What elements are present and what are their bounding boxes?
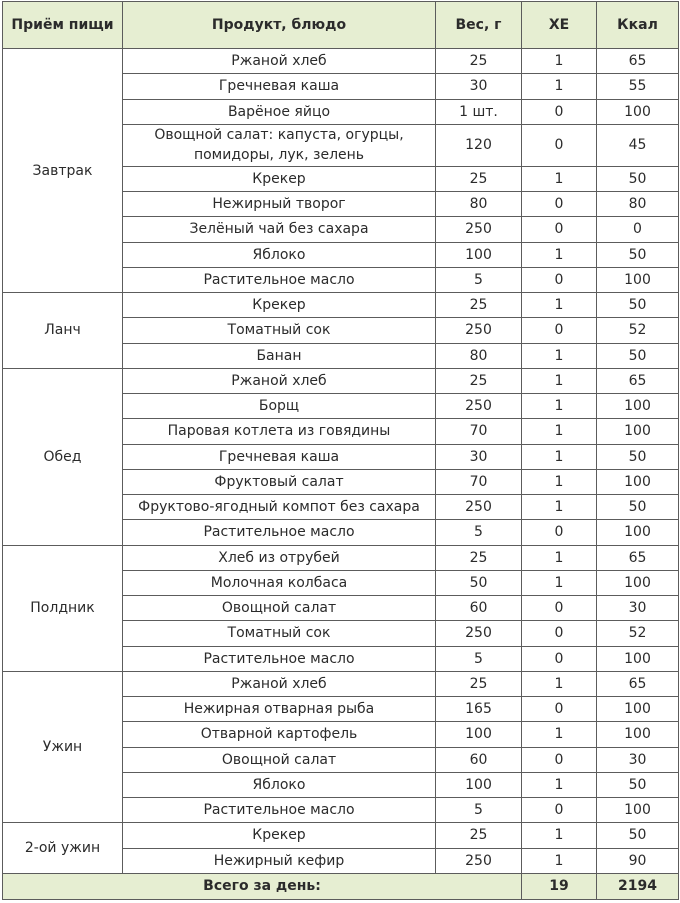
product-kcal: 52: [597, 621, 679, 646]
product-weight: 165: [436, 697, 522, 722]
product-weight: 250: [436, 495, 522, 520]
product-name: Паровая котлета из говядины: [123, 419, 436, 444]
product-weight: 80: [436, 192, 522, 217]
product-kcal: 100: [597, 419, 679, 444]
product-kcal: 100: [597, 469, 679, 494]
product-xe: 0: [522, 697, 597, 722]
product-kcal: 100: [597, 798, 679, 823]
product-weight: 25: [436, 166, 522, 191]
product-xe: 0: [522, 747, 597, 772]
header-meal: Приём пищи: [3, 2, 123, 49]
product-weight: 70: [436, 469, 522, 494]
product-kcal: 65: [597, 368, 679, 393]
meal-second-dinner: 2-ой ужин: [3, 823, 123, 874]
product-xe: 1: [522, 166, 597, 191]
product-kcal: 65: [597, 49, 679, 74]
product-weight: 5: [436, 267, 522, 292]
product-name: Борщ: [123, 394, 436, 419]
product-weight: 25: [436, 49, 522, 74]
product-weight: 60: [436, 747, 522, 772]
product-xe: 0: [522, 267, 597, 292]
product-name: Отварной картофель: [123, 722, 436, 747]
product-name: Растительное масло: [123, 520, 436, 545]
product-weight: 5: [436, 646, 522, 671]
product-name: Томатный сок: [123, 621, 436, 646]
product-weight: 100: [436, 722, 522, 747]
product-weight: 100: [436, 772, 522, 797]
product-name: Зелёный чай без сахара: [123, 217, 436, 242]
product-xe: 1: [522, 419, 597, 444]
product-kcal: 65: [597, 545, 679, 570]
total-kcal: 2194: [597, 873, 679, 899]
header-product: Продукт, блюдо: [123, 2, 436, 49]
product-weight: 5: [436, 520, 522, 545]
product-kcal: 55: [597, 74, 679, 99]
product-name: Крекер: [123, 293, 436, 318]
table-row: [3, 671, 679, 696]
product-name: Ржаной хлеб: [123, 671, 436, 696]
product-xe: 1: [522, 772, 597, 797]
product-xe: 0: [522, 646, 597, 671]
product-xe: 0: [522, 596, 597, 621]
product-kcal: 100: [597, 394, 679, 419]
meal-dinner: Ужин: [3, 671, 123, 823]
product-xe: 0: [522, 520, 597, 545]
product-weight: 250: [436, 848, 522, 873]
product-weight: 250: [436, 621, 522, 646]
product-weight: 120: [436, 124, 522, 166]
header-xe: ХЕ: [522, 2, 597, 49]
table-header-row: [3, 2, 679, 49]
product-name: Растительное масло: [123, 646, 436, 671]
table-row: [3, 293, 679, 318]
product-name: Фруктово-ягодный компот без сахара: [123, 495, 436, 520]
product-kcal: 0: [597, 217, 679, 242]
product-xe: 1: [522, 368, 597, 393]
product-name: Овощной салат: капуста, огурцы, помидоры, лук, зелень: [123, 124, 436, 166]
product-weight: 5: [436, 798, 522, 823]
product-xe: 1: [522, 394, 597, 419]
product-kcal: 50: [597, 772, 679, 797]
product-kcal: 45: [597, 124, 679, 166]
product-name: Банан: [123, 343, 436, 368]
product-weight: 25: [436, 368, 522, 393]
product-kcal: 50: [597, 242, 679, 267]
product-xe: 1: [522, 570, 597, 595]
product-xe: 1: [522, 671, 597, 696]
product-xe: 1: [522, 823, 597, 848]
product-kcal: 30: [597, 596, 679, 621]
product-name: Ржаной хлеб: [123, 368, 436, 393]
product-xe: 1: [522, 495, 597, 520]
product-name: Нежирная отварная рыба: [123, 697, 436, 722]
product-kcal: 100: [597, 570, 679, 595]
product-name: Томатный сок: [123, 318, 436, 343]
total-xe: 19: [522, 873, 597, 899]
product-kcal: 50: [597, 444, 679, 469]
meal-breakfast: Завтрак: [3, 49, 123, 293]
table-row: [3, 545, 679, 570]
product-weight: 25: [436, 671, 522, 696]
product-xe: 0: [522, 318, 597, 343]
product-kcal: 90: [597, 848, 679, 873]
meal-lunch: Обед: [3, 368, 123, 545]
product-name: Фруктовый салат: [123, 469, 436, 494]
total-label: Всего за день:: [3, 873, 522, 899]
product-xe: 1: [522, 444, 597, 469]
product-weight: 25: [436, 293, 522, 318]
product-xe: 0: [522, 798, 597, 823]
product-kcal: 52: [597, 318, 679, 343]
product-kcal: 50: [597, 293, 679, 318]
product-weight: 60: [436, 596, 522, 621]
product-kcal: 100: [597, 646, 679, 671]
product-xe: 1: [522, 343, 597, 368]
product-name: Нежирный кефир: [123, 848, 436, 873]
product-xe: 1: [522, 848, 597, 873]
product-xe: 1: [522, 242, 597, 267]
table-row: [3, 368, 679, 393]
product-weight: 70: [436, 419, 522, 444]
product-name: Гречневая каша: [123, 74, 436, 99]
product-kcal: 80: [597, 192, 679, 217]
meal-afternoon-snack: Полдник: [3, 545, 123, 671]
product-kcal: 50: [597, 166, 679, 191]
product-name: Гречневая каша: [123, 444, 436, 469]
product-xe: 0: [522, 217, 597, 242]
product-name: Молочная колбаса: [123, 570, 436, 595]
product-name: Крекер: [123, 823, 436, 848]
product-name: Крекер: [123, 166, 436, 191]
product-kcal: 100: [597, 697, 679, 722]
product-kcal: 50: [597, 495, 679, 520]
product-xe: 1: [522, 545, 597, 570]
product-weight: 25: [436, 823, 522, 848]
product-name: Яблоко: [123, 242, 436, 267]
product-kcal: 50: [597, 343, 679, 368]
product-xe: 1: [522, 74, 597, 99]
product-xe: 0: [522, 124, 597, 166]
product-kcal: 50: [597, 823, 679, 848]
product-weight: 250: [436, 394, 522, 419]
total-row: [3, 873, 679, 899]
table-row: [3, 49, 679, 74]
product-kcal: 65: [597, 671, 679, 696]
product-kcal: 30: [597, 747, 679, 772]
product-name: Варёное яйцо: [123, 99, 436, 124]
product-kcal: 100: [597, 722, 679, 747]
product-weight: 80: [436, 343, 522, 368]
meal-second-breakfast: Ланч: [3, 293, 123, 369]
product-kcal: 100: [597, 520, 679, 545]
product-weight: 25: [436, 545, 522, 570]
product-weight: 50: [436, 570, 522, 595]
product-weight: 100: [436, 242, 522, 267]
product-name: Растительное масло: [123, 267, 436, 292]
header-weight: Вес, г: [436, 2, 522, 49]
product-name: Нежирный творог: [123, 192, 436, 217]
product-name: Растительное масло: [123, 798, 436, 823]
product-xe: 0: [522, 621, 597, 646]
product-xe: 0: [522, 192, 597, 217]
product-xe: 1: [522, 722, 597, 747]
product-xe: 1: [522, 293, 597, 318]
product-weight: 1 шт.: [436, 99, 522, 124]
product-name: Овощной салат: [123, 596, 436, 621]
diet-table: [2, 1, 679, 900]
product-name: Яблоко: [123, 772, 436, 797]
product-weight: 250: [436, 318, 522, 343]
product-weight: 30: [436, 444, 522, 469]
product-xe: 0: [522, 99, 597, 124]
product-kcal: 100: [597, 99, 679, 124]
product-xe: 1: [522, 49, 597, 74]
product-xe: 1: [522, 469, 597, 494]
product-kcal: 100: [597, 267, 679, 292]
product-name: Овощной салат: [123, 747, 436, 772]
table-row: [3, 823, 679, 848]
product-weight: 250: [436, 217, 522, 242]
product-weight: 30: [436, 74, 522, 99]
product-name: Ржаной хлеб: [123, 49, 436, 74]
header-kcal: Ккал: [597, 2, 679, 49]
product-name: Хлеб из отрубей: [123, 545, 436, 570]
